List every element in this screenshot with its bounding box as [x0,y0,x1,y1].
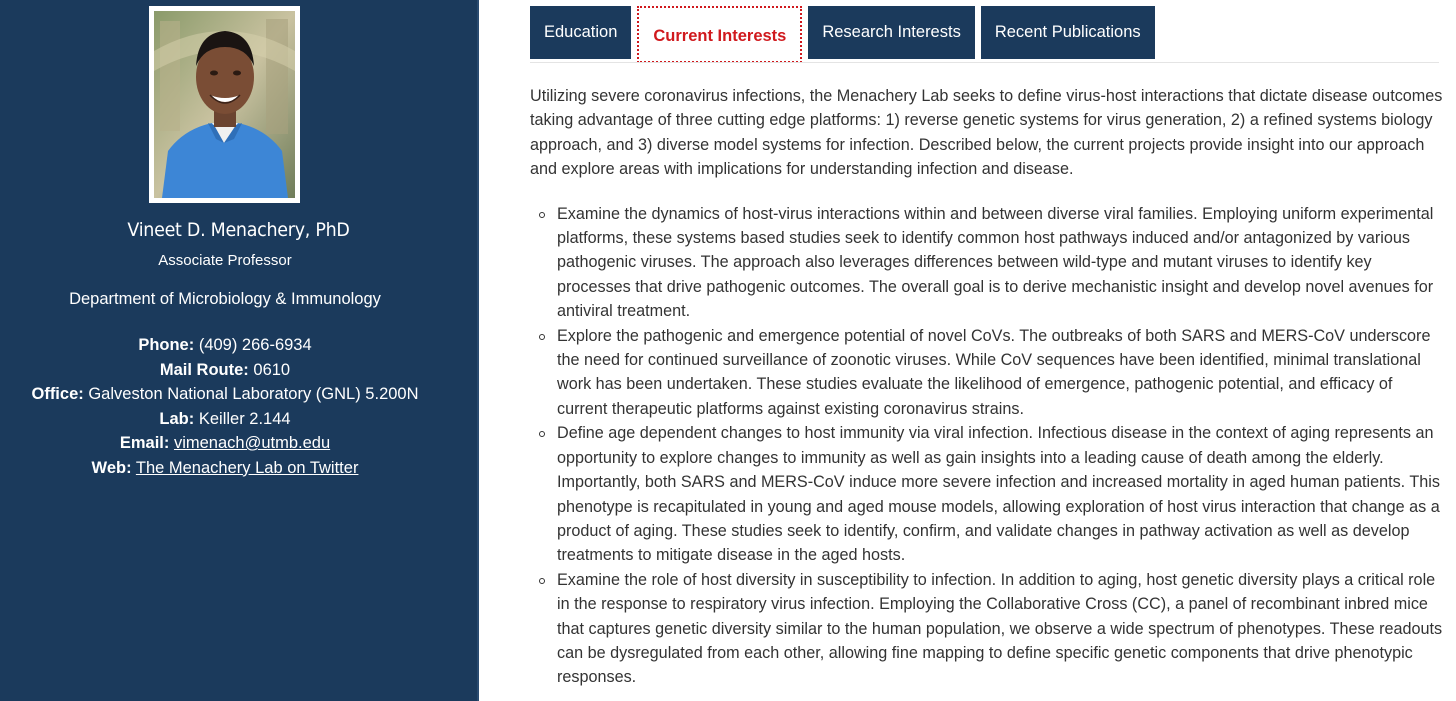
tab-recent-publications[interactable]: Recent Publications [981,6,1155,59]
list-item [557,568,1445,690]
email-label: Email: [119,434,170,452]
bullet-icon [539,334,545,340]
mail-route-label: Mail Route: [159,360,249,379]
bullet-icon [539,212,545,218]
list-item [557,202,1445,324]
contact-mail-route-row [0,358,450,383]
contact-phone-row [0,333,450,358]
email-link[interactable]: vimenach@utmb.edu [173,434,331,452]
profile-title: Associate Professor [158,252,292,269]
contact-info [0,333,450,480]
web-label: Web: [91,458,132,477]
contact-web-row [0,456,450,481]
list-item [557,324,1445,422]
project-text: Examine the role of host diversity in susceptibility to infection. In addition to aging, host genetic diversity plays a critical role in the response to respiratory virus infection. Employing the Collaborative Cross (CC), a panel of recombinant inbred mice that captures genetic diversity similar to the human population, we observe a wide spectrum of phenotypes. These readouts can be dysregulated from each other, allowing fine mapping to define specific genetic components that drive phenotypic responses. [557,570,1443,687]
profile-sidebar [0,0,479,701]
contact-email-row [0,431,450,456]
phone-value: (409) 266-6934 [198,336,312,354]
project-list [530,202,1445,690]
profile-photo [154,11,295,198]
profile-department: Department of Microbiology & Immunology [69,290,381,308]
intro-paragraph: Utilizing severe coronavirus infections, the Menachery Lab seeks to define virus-host interactions that dictate disease outcomes taking advantage of three cutting edge platforms: 1) reverse genetic systems for virus generation, 2) a refined systems biology approach, and 3) diverse model systems for infection. Described below, the current projects provide insight into our approach and explore areas with implications for understanding infection and disease. [530,87,1443,179]
twitter-link[interactable]: The Menachery Lab on Twitter [135,458,359,477]
tabs-divider [530,62,1439,63]
project-text: Explore the pathogenic and emergence potential of novel CoVs. The outbreaks of both SARS and MERS-CoV underscore the need for continued surveillance of zoonotic viruses. While CoV sequences have been identified, minimal translational work has been undertaken. These studies evaluate the likelihood of emergence, pathogenic potential, and efficacy of current therapeutic platforms against existing coronavirus strains. [557,326,1431,418]
current-interests-panel [530,84,1445,690]
office-label: Office: [31,385,84,403]
main-content [479,0,1456,701]
mail-route-value: 0610 [253,360,291,379]
bullet-icon [539,578,545,584]
profile-name: Vineet D. Menachery, PhD [127,219,350,241]
list-item [557,421,1445,567]
contact-lab-row [0,407,450,432]
profile-photo-frame [149,6,300,203]
tab-education[interactable]: Education [530,6,631,59]
office-value: Galveston National Laboratory (GNL) 5.200N [88,385,419,403]
profile-tabs [530,6,1155,61]
tab-current-interests[interactable]: Current Interests [637,6,802,63]
bullet-icon [539,431,545,437]
phone-label: Phone: [138,336,195,354]
lab-label: Lab: [159,409,195,428]
lab-value: Keiller 2.144 [198,409,291,428]
tab-research-interests[interactable]: Research Interests [808,6,974,59]
project-text: Examine the dynamics of host-virus interactions within and between diverse viral families. Employing uniform experimental platforms, these systems based studies seek to identify common host pathways induced and/or antagonized by various pathogenic viruses. The approach also leverages differences between wild-type and mutant viruses to identify key processes that drive pathogenic outcomes. The overall goal is to derive mechanistic insight and develop novel avenues for antiviral treatment. [557,204,1434,321]
contact-office-row [0,382,450,407]
project-text: Define age dependent changes to host immunity via viral infection. Infectious disease in the context of aging represents an opportunity to explore changes to immunity as well as gain insights into a leading cause of death among the elderly. Importantly, both SARS and MERS-CoV induce more severe infection and increased mortality in aged human patients. This phenotype is recapitulated in young and aged mouse models, allowing exploration of host virus interaction that change as a product of aging. These studies seek to identify, confirm, and validate changes in pathway activation as well as develop treatments to mitigate disease in the aged hosts. [557,424,1440,565]
